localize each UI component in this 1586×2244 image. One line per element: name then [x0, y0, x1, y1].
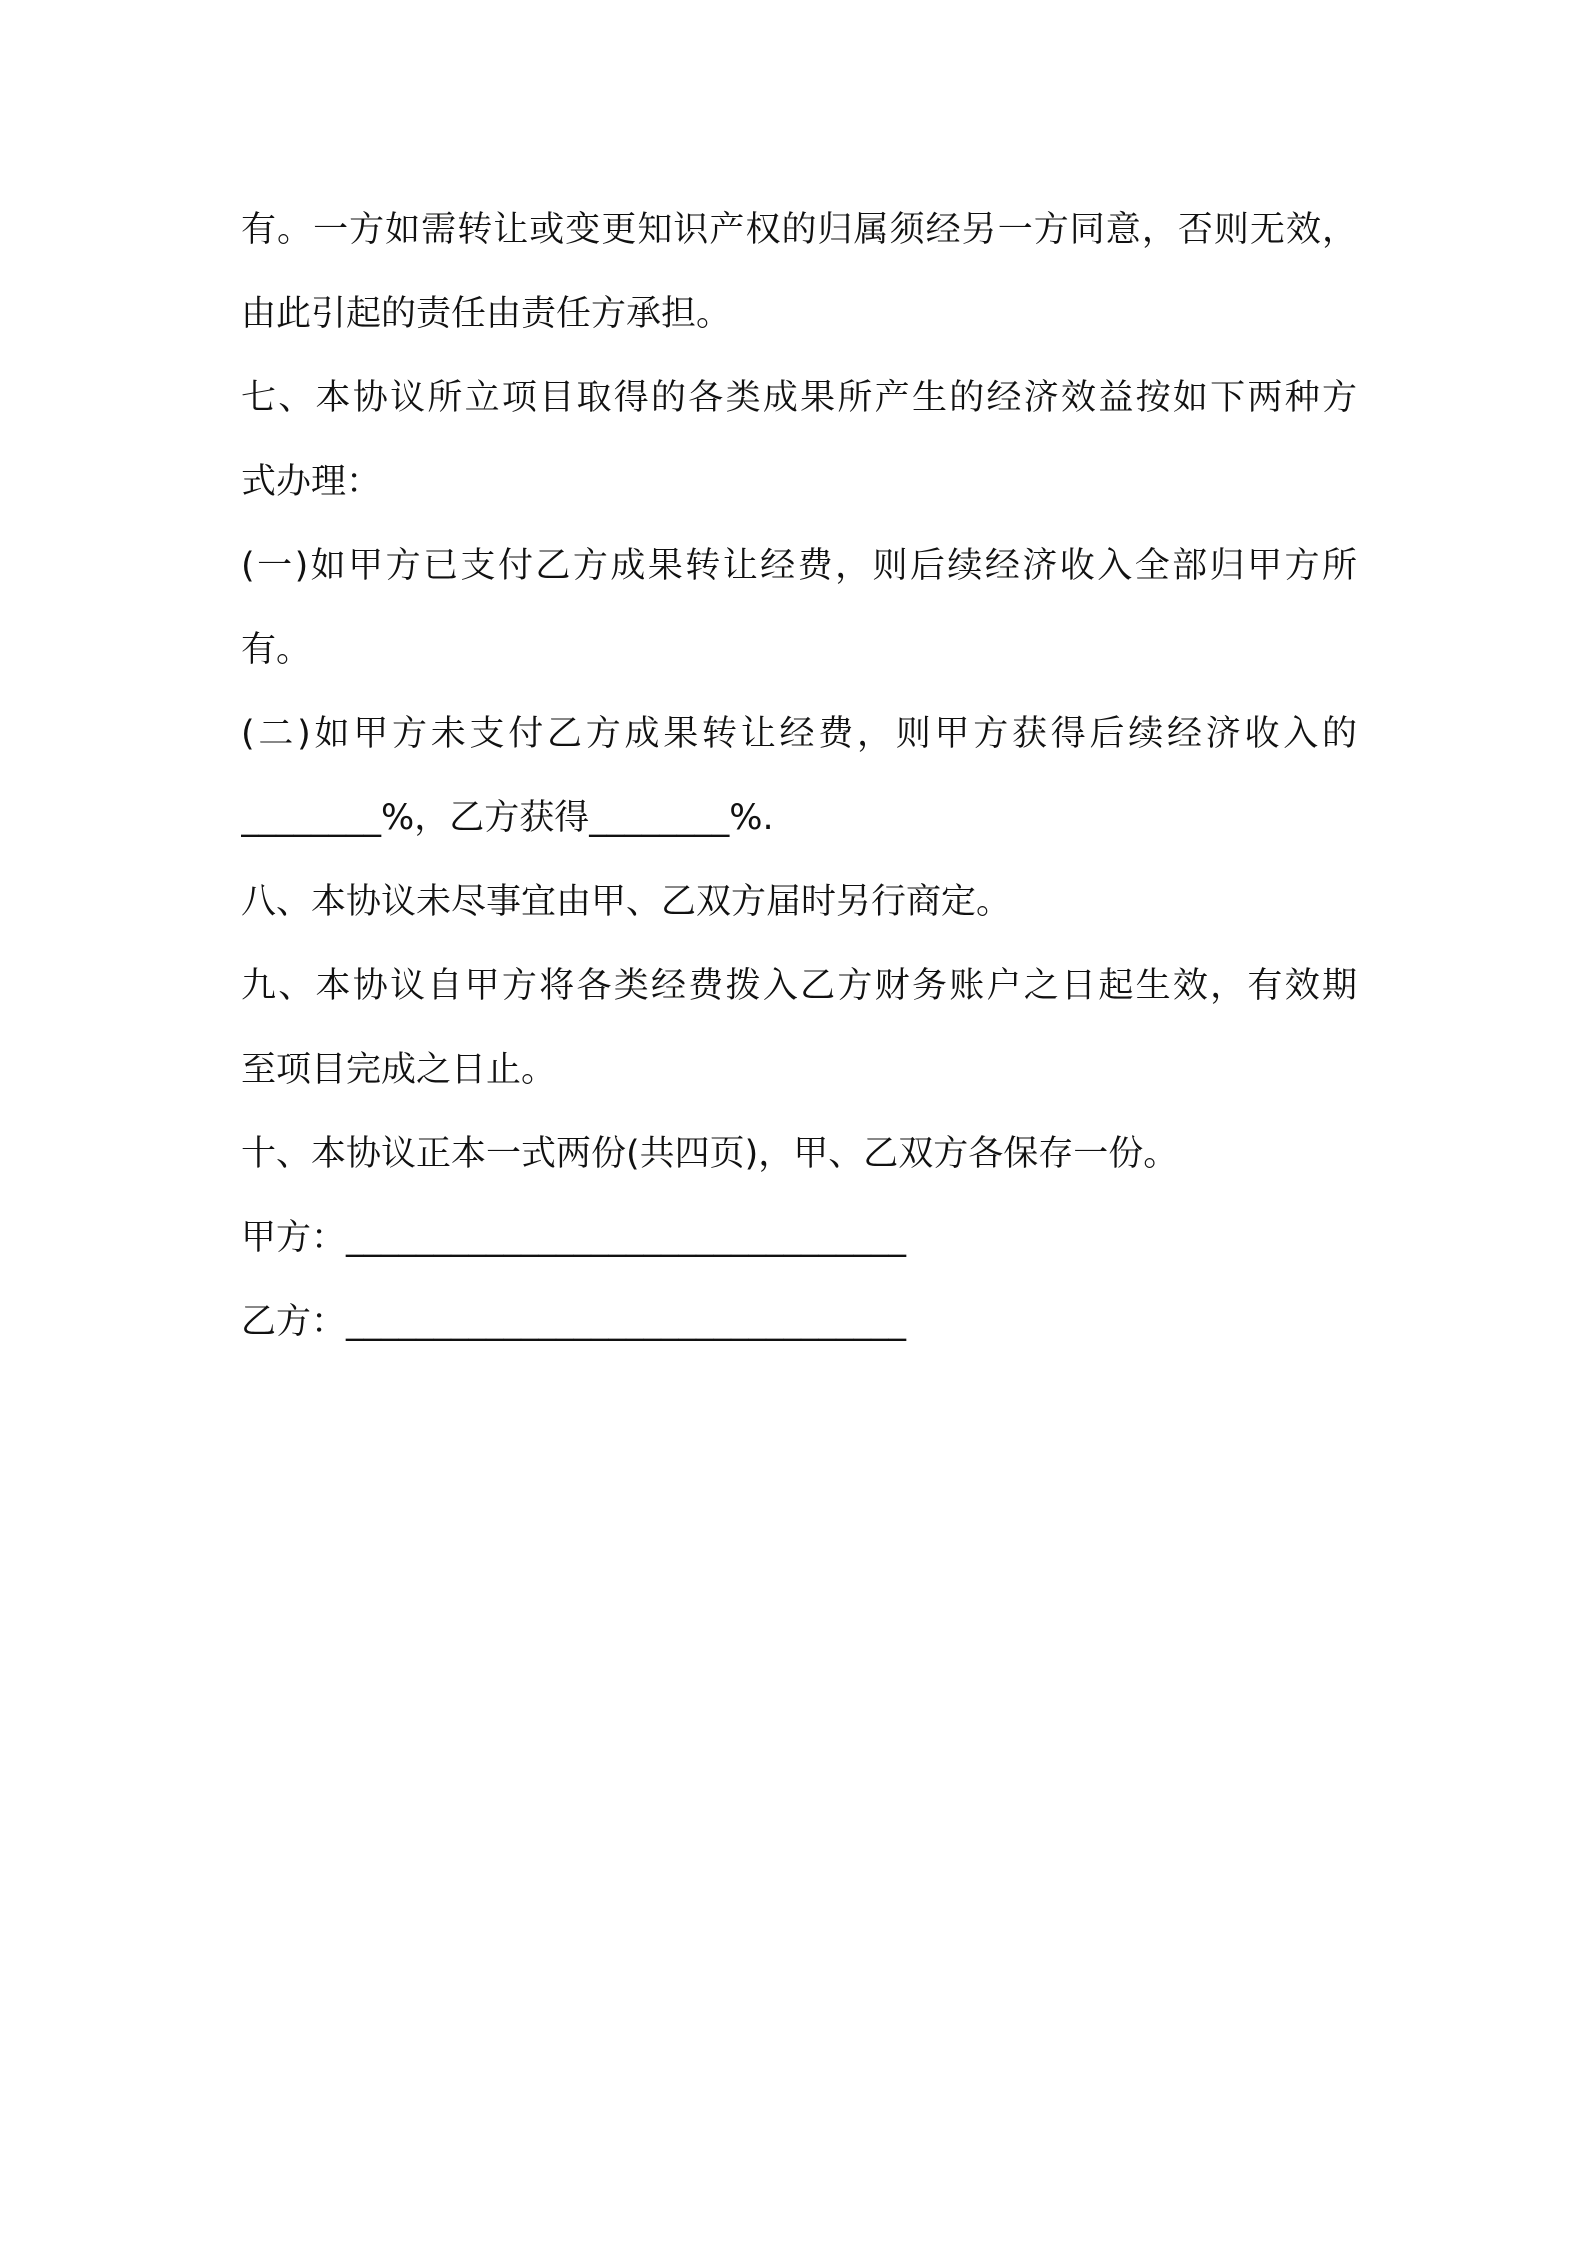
clause-10: 十、本协议正本一式两份(共四页)，甲、乙双方各保存一份。 — [241, 1134, 1179, 1174]
clause-7-item-2-line-1: (二)如甲方未支付乙方成果转让经费，则甲方获得后续经济收入的 — [241, 714, 1357, 754]
party-a-signature-line: 甲方：________________________________ — [241, 1218, 907, 1258]
clause-6-continuation-line-1: 有。一方如需转让或变更知识产权的归属须经另一方同意，否则无效， — [241, 210, 1357, 250]
clause-7-item-1-line-2: 有。 — [241, 630, 312, 670]
document-body — [241, 195, 1357, 1371]
clause-7-item-1-line-1: (一)如甲方已支付乙方成果转让经费，则后续经济收入全部归甲方所 — [241, 546, 1357, 586]
clause-7-line-2: 式办理： — [241, 462, 382, 502]
clause-8: 八、本协议未尽事宜由甲、乙双方届时另行商定。 — [241, 882, 1012, 922]
clause-9-line-1: 九、本协议自甲方将各类经费拨入乙方财务账户之日起生效，有效期 — [241, 966, 1357, 1006]
clause-7-line-1: 七、本协议所立项目取得的各类成果所产生的经济效益按如下两种方 — [241, 378, 1357, 418]
party-b-signature-line: 乙方：________________________________ — [241, 1302, 907, 1342]
clause-6-continuation-line-2: 由此引起的责任由责任方承担。 — [241, 294, 732, 334]
clause-7-item-2-line-2: ________%，乙方获得________%. — [241, 798, 774, 838]
clause-9-line-2: 至项目完成之日止。 — [241, 1050, 557, 1090]
